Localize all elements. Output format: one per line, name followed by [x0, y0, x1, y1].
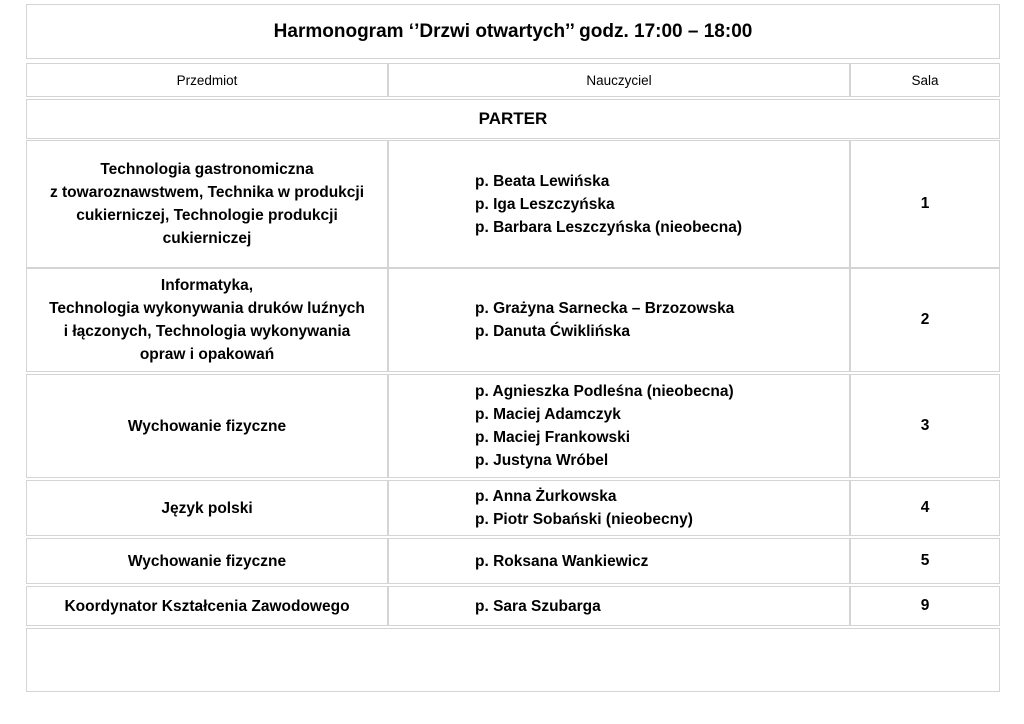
- teacher-cell: [388, 374, 850, 478]
- table-row: [26, 140, 1000, 268]
- teacher-cell: [388, 140, 850, 268]
- room-cell: 9: [850, 586, 1000, 626]
- teacher-name: p. Barbara Leszczyńska (nieobecna): [475, 218, 743, 236]
- subject-line: Wychowanie fizyczne: [127, 417, 287, 435]
- floor-label: PARTER: [26, 99, 1000, 139]
- header-subject: Przedmiot: [26, 63, 388, 97]
- table-row: [26, 268, 1000, 372]
- subject-line: i łączonych, Technologia wykonywania: [63, 323, 351, 340]
- table-row: [26, 538, 1000, 584]
- teacher-cell: [388, 268, 850, 372]
- teacher-name: p. Beata Lewińska: [475, 172, 610, 190]
- subject-line: cukierniczej: [162, 230, 252, 247]
- teacher-name: p. Sara Szubarga: [475, 597, 601, 615]
- schedule-table: [26, 4, 1000, 694]
- room-cell: 5: [850, 538, 1000, 584]
- teacher-cell: [388, 538, 850, 584]
- teacher-cell: [388, 480, 850, 536]
- subject-cell: [26, 268, 388, 372]
- subject-line: opraw i opakowań: [139, 346, 275, 363]
- teacher-name: p. Piotr Sobański (nieobecny): [475, 511, 693, 528]
- table-row: [26, 480, 1000, 536]
- subject-line: Wychowanie fizyczne: [127, 552, 287, 570]
- subject-line: z towaroznawstwem, Technika w produkcji: [49, 184, 365, 201]
- page-title: Harmonogram ‘’Drzwi otwartych’’ godz. 17:00 – 18:00: [26, 4, 1000, 59]
- table-row: [26, 374, 1000, 478]
- teacher-name: p. Justyna Wróbel: [475, 452, 609, 469]
- teacher-name: p. Danuta Ćwiklińska: [475, 323, 631, 340]
- subject-cell: [26, 140, 388, 268]
- teacher-name: p. Anna Żurkowska: [475, 488, 617, 505]
- subject-cell: [26, 374, 388, 478]
- table-row: [26, 586, 1000, 626]
- subject-line: Technologia gastronomiczna: [100, 161, 314, 178]
- subject-cell: [26, 586, 388, 626]
- subject-line: Koordynator Kształcenia Zawodowego: [64, 597, 350, 615]
- room-cell: 4: [850, 480, 1000, 536]
- room-cell: 3: [850, 374, 1000, 478]
- teacher-name: p. Maciej Frankowski: [475, 429, 631, 446]
- room-cell: 2: [850, 268, 1000, 372]
- header-teacher: Nauczyciel: [388, 63, 850, 97]
- subject-line: Technologia wykonywania druków luźnych: [49, 300, 365, 317]
- empty-row: [26, 628, 1000, 692]
- teacher-cell: [388, 586, 850, 626]
- header-room: Sala: [850, 63, 1000, 97]
- teacher-name: p. Iga Leszczyńska: [475, 195, 615, 213]
- subject-line: cukierniczej, Technologie produkcji: [76, 207, 338, 224]
- room-cell: 1: [850, 140, 1000, 268]
- teacher-name: p. Grażyna Sarnecka – Brzozowska: [475, 300, 735, 317]
- teacher-name: p. Maciej Adamczyk: [475, 406, 621, 423]
- subject-cell: [26, 480, 388, 536]
- subject-line: Informatyka,: [160, 277, 254, 294]
- teacher-name: p. Roksana Wankiewicz: [475, 552, 649, 570]
- subject-line: Język polski: [161, 499, 253, 517]
- subject-cell: [26, 538, 388, 584]
- teacher-name: p. Agnieszka Podleśna (nieobecna): [475, 383, 734, 400]
